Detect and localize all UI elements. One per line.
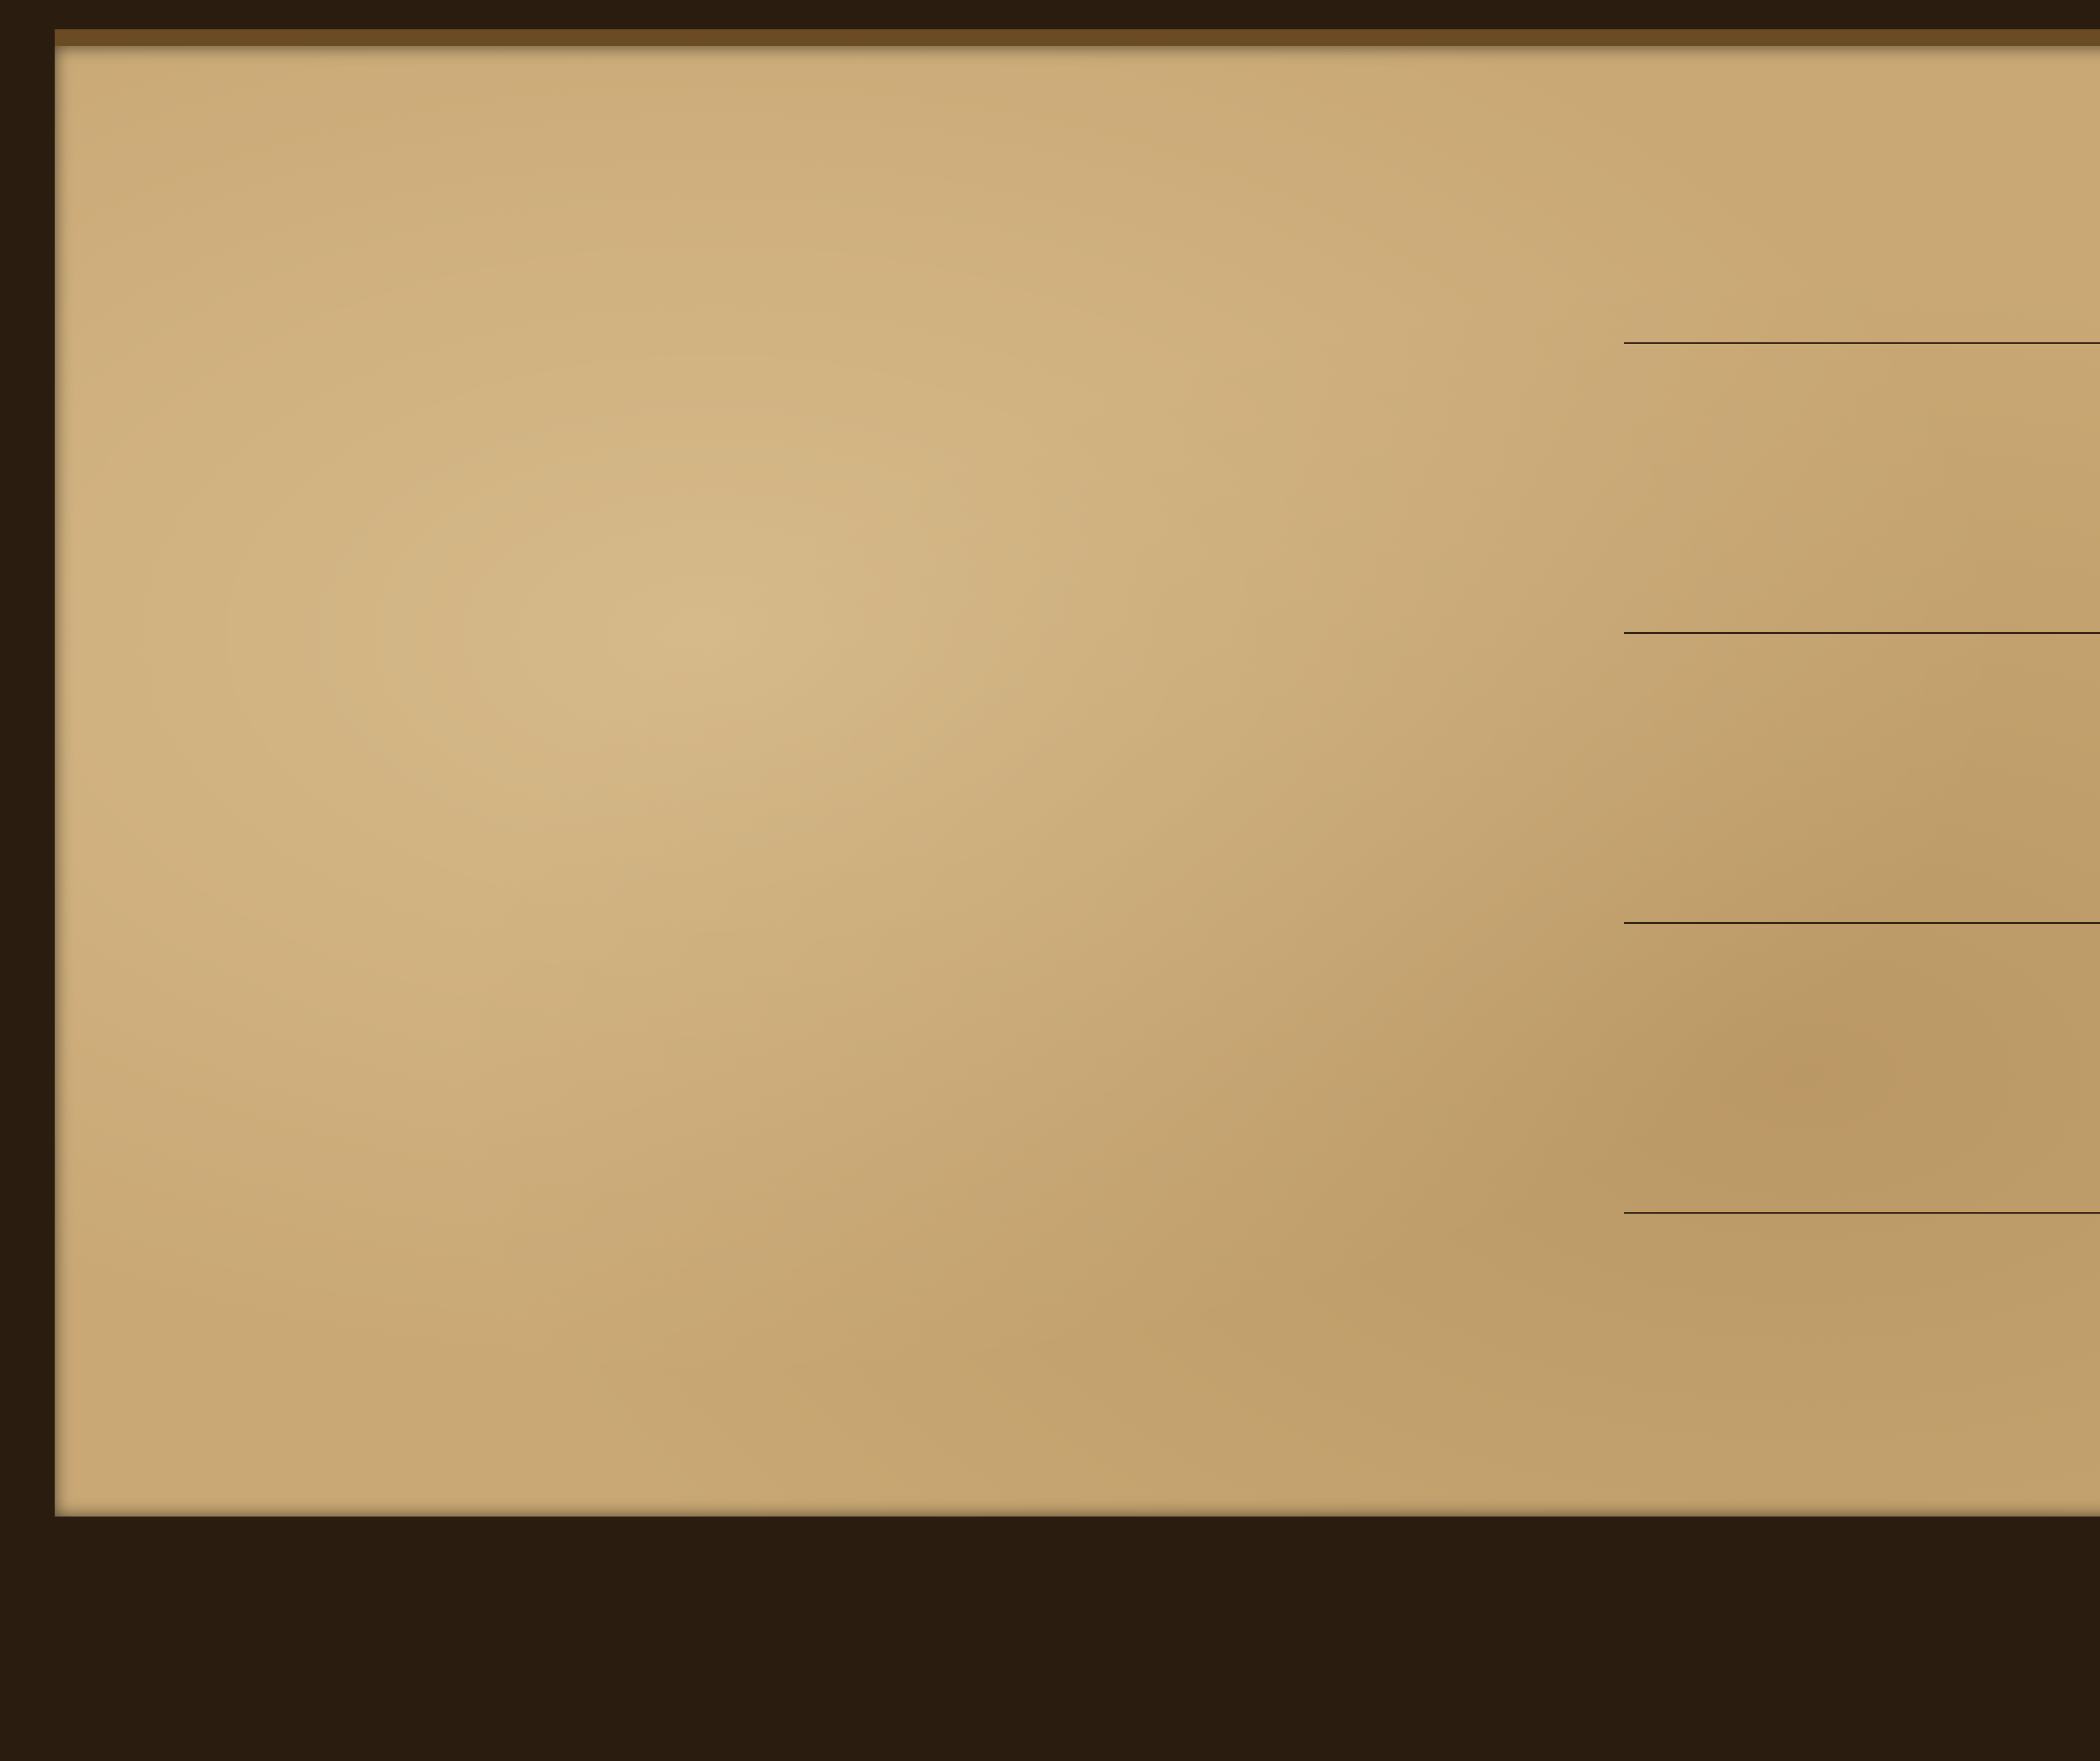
column-1 (1624, 63, 2100, 332)
column-rule (1624, 632, 2100, 634)
column-2 (1624, 353, 2100, 622)
column-3 (1624, 643, 2100, 912)
column-rule (1624, 1212, 2100, 1214)
newspaper-content (1603, 63, 2100, 1491)
rotated-newspaper (1539, 0, 2100, 1539)
column-4 (1624, 933, 2100, 1201)
article-columns (1624, 63, 2100, 1491)
column-rule (1624, 342, 2100, 344)
column-5 (1624, 1222, 2100, 1491)
column-rule (1624, 922, 2100, 924)
